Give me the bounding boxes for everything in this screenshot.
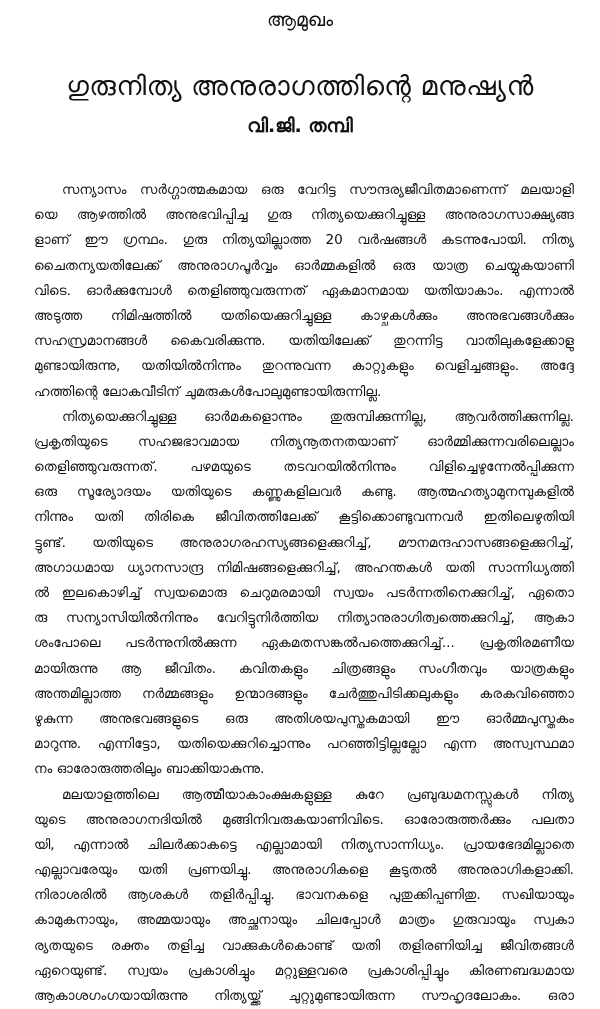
text-line: നിരാശരിൽ ആശകൾ തളിർപ്പിച്ചു. ഭാവനകളെ പുതുക്കിപ്പണിതു. സഖിയായും [34, 883, 574, 908]
author-name: വി.ജി. തമ്പി [0, 113, 600, 139]
page-title: ഗുരുനിത്യ അനുരാഗത്തിന്റെ മനുഷ്യൻ [0, 70, 600, 104]
text-line: അന്തമില്ലാത്ത നർമ്മങ്ങളും ഉന്മാദങ്ങളും ചേർത്തുപിടിക്കലുകളും കരകവിഞ്ഞൊ [34, 682, 574, 707]
text-line: നിത്യയെക്കുറിച്ചുള്ള ഓർമകളൊന്നും തുരുമ്പിക്കുന്നില്ല, ആവർത്തിക്കുന്നില്ല. [34, 405, 574, 430]
text-line: ചൈതന്യയതിലേക്ക് അനുരാഗപൂർവ്വം ഓർമ്മകളിൽ ഒരു യാത്ര ചെയ്യുകയാണി [34, 254, 574, 279]
text-line: സന്യാസം സർഗ്ഗാത്മകമായ ഒരു വേറിട്ട സൗന്ദര്യജീവിതമാണെന്ന് മലയാളി [34, 178, 574, 203]
text-line: ളാണ് ഈ ഗ്രന്ഥം. ഗുരു നിത്യയില്ലാത്ത 20 വർഷങ്ങൾ കടന്നുപോയി. നിത്യ [34, 228, 574, 253]
text-line: അഗാധമായ ധ്യാനസാന്ദ്ര നിമിഷങ്ങളെക്കുറിച്ച്, അഹന്തകൾ യതി സാന്നിധ്യത്തി [34, 556, 574, 581]
section-label: ആമുഖം [0, 8, 600, 32]
text-line: ശംപോലെ പടർന്നുനിൽക്കുന്ന ഏകമതസങ്കൽപത്തെക്കുറിച്ച്... പ്രകൃതിരമണീയ [34, 631, 574, 656]
text-line: മാറുന്നു. എന്നിട്ടോ, യതിയെക്കുറിച്ചൊന്നും പറഞ്ഞിട്ടില്ലല്ലോ എന്ന അസ്വസ്ഥമാ [34, 732, 574, 757]
text-line: മലയാളത്തിലെ ആത്മീയാകാംക്ഷകളുള്ള കുറേ പ്രബുദ്ധമനസ്സുകൾ നിത്യ [34, 783, 574, 808]
paragraph [34, 178, 574, 405]
text-line: മായിരുന്നു ആ ജീവിതം. കവിതകളും ചിത്രങ്ങളും സംഗീതവും യാത്രകളും [34, 657, 574, 682]
text-line: യെ ആഴത്തിൽ അനുഭവിപ്പിച്ച ഗുരു നിത്യയെക്കുറിച്ചുള്ള അനുരാഗസാക്ഷ്യങ്ങ [34, 203, 574, 228]
paragraph [34, 405, 574, 783]
paragraph [34, 783, 574, 1009]
text-line: യി, എന്നാൽ ചിലർക്കാകട്ടെ എല്ലാമായി നിത്യസാന്നിധ്യം. പ്രായഭേദമില്ലാതെ [34, 833, 574, 858]
text-line: ര്യതയുടെ രക്തം തളിച്ച വാക്കുകൾകൊണ്ട് യതി തളിരണിയിച്ച ജീവിതങ്ങൾ [34, 934, 574, 959]
text-line: പ്രകൃതിയുടെ സഹജഭാവമായ നിത്യനൂതനതയാണ് ഓർമ്മിക്കുന്നവരിലെല്ലാം [34, 430, 574, 455]
text-line: രു സന്യാസിയിൽനിന്നും വേറിട്ടുനിർത്തിയ നിത്യാനുരാഗിത്വത്തെക്കുറിച്ച്, ആകാ [34, 606, 574, 631]
text-line: നം ഓരോരുത്തരിലും ബാക്കിയാകുന്നു. [34, 757, 574, 782]
text-line: തെളിഞ്ഞുവരുന്നത്. പഴമയുടെ തടവറയിൽനിന്നും വിളിച്ചെഴുന്നേൽപ്പിക്കുന്ന [34, 455, 574, 480]
text-line: വിടെ. ഓർക്കുമ്പോൾ തെളിഞ്ഞുവരുന്നത് ഏകമാനമായ യതിയാകാം. എന്നാൽ [34, 279, 574, 304]
text-line: ൽ ഇലകൊഴിച്ച് സ്വയമൊരു ചെറുമരമായി സ്വയം പടർന്നതിനെക്കുറിച്ച്, ഏതൊ [34, 581, 574, 606]
text-line: മുണ്ടായിരുന്നു, യതിയിൽനിന്നും തുറന്നുവന്ന കാറ്റുകളും വെളിച്ചങ്ങളും. അദ്ദേ [34, 354, 574, 379]
text-line: ഴുകുന്ന അനുഭവങ്ങളുടെ ഒരു അതിശയപുസ്തകമായി ഈ ഓർമ്മപുസ്തകം [34, 707, 574, 732]
text-line: യുടെ അനുരാഗനദിയിൽ മുങ്ങിനിവരുകയാണിവിടെ. ഓരോരുത്തർക്കും പലതാ [34, 808, 574, 833]
text-line: ഒരു സൂര്യോദയം യതിയുടെ കണ്ണുകളിലവർ കണ്ടു. ആത്മഹത്യാമുനമ്പുകളിൽ [34, 480, 574, 505]
text-line: നിന്നും യതി തിരികെ ജീവിതത്തിലേക്ക് കൂട്ടിക്കൊണ്ടുവന്നവർ ഇതിലെഴുതിയി [34, 505, 574, 530]
text-line: എല്ലാവരേയും യതി പ്രണയിച്ചു. അനുരാഗികളെ കൂടുതൽ അനുരാഗികളാക്കി. [34, 858, 574, 883]
text-line: സഹസ്രമാനങ്ങൾ കൈവരിക്കുന്നു. യതിയിലേക്ക് തുറന്നിട്ട വാതിലുകളേക്കാളു [34, 329, 574, 354]
body-text [34, 178, 574, 1009]
text-line: കാമുകനായും, അമ്മയായും അച്ഛനായും ചിലപ്പോൾ മാത്രം ഗുരുവായും സ്വകാ [34, 908, 574, 933]
text-line: ഹത്തിന്റെ ലോകവീടിന് ചുമരുകൾപോലുമുണ്ടായിരുന്നില്ല. [34, 380, 574, 405]
text-line: അടുത്ത നിമിഷത്തിൽ യതിയെക്കുറിച്ചുള്ള കാഴ്ചകൾക്കും അനുഭവങ്ങൾക്കും [34, 304, 574, 329]
text-line: ട്ടുണ്ട്. യതിയുടെ അനുരാഗരഹസ്യങ്ങളെക്കുറിച്ച്, മൗനമന്ദഹാസങ്ങളെക്കുറിച്ച്, [34, 531, 574, 556]
text-line: ഏറെയുണ്ട്. സ്വയം പ്രകാശിച്ചും മറ്റുള്ളവരെ പ്രകാശിപ്പിച്ചും കിരണബദ്ധമായ [34, 959, 574, 984]
text-line: ആകാശഗംഗയായിരുന്നു നിത്യയ്ക്ക് ചുറ്റുമുണ്ടായിരുന്ന സൗഹൃദലോകം. ഒരാ [34, 984, 574, 1009]
